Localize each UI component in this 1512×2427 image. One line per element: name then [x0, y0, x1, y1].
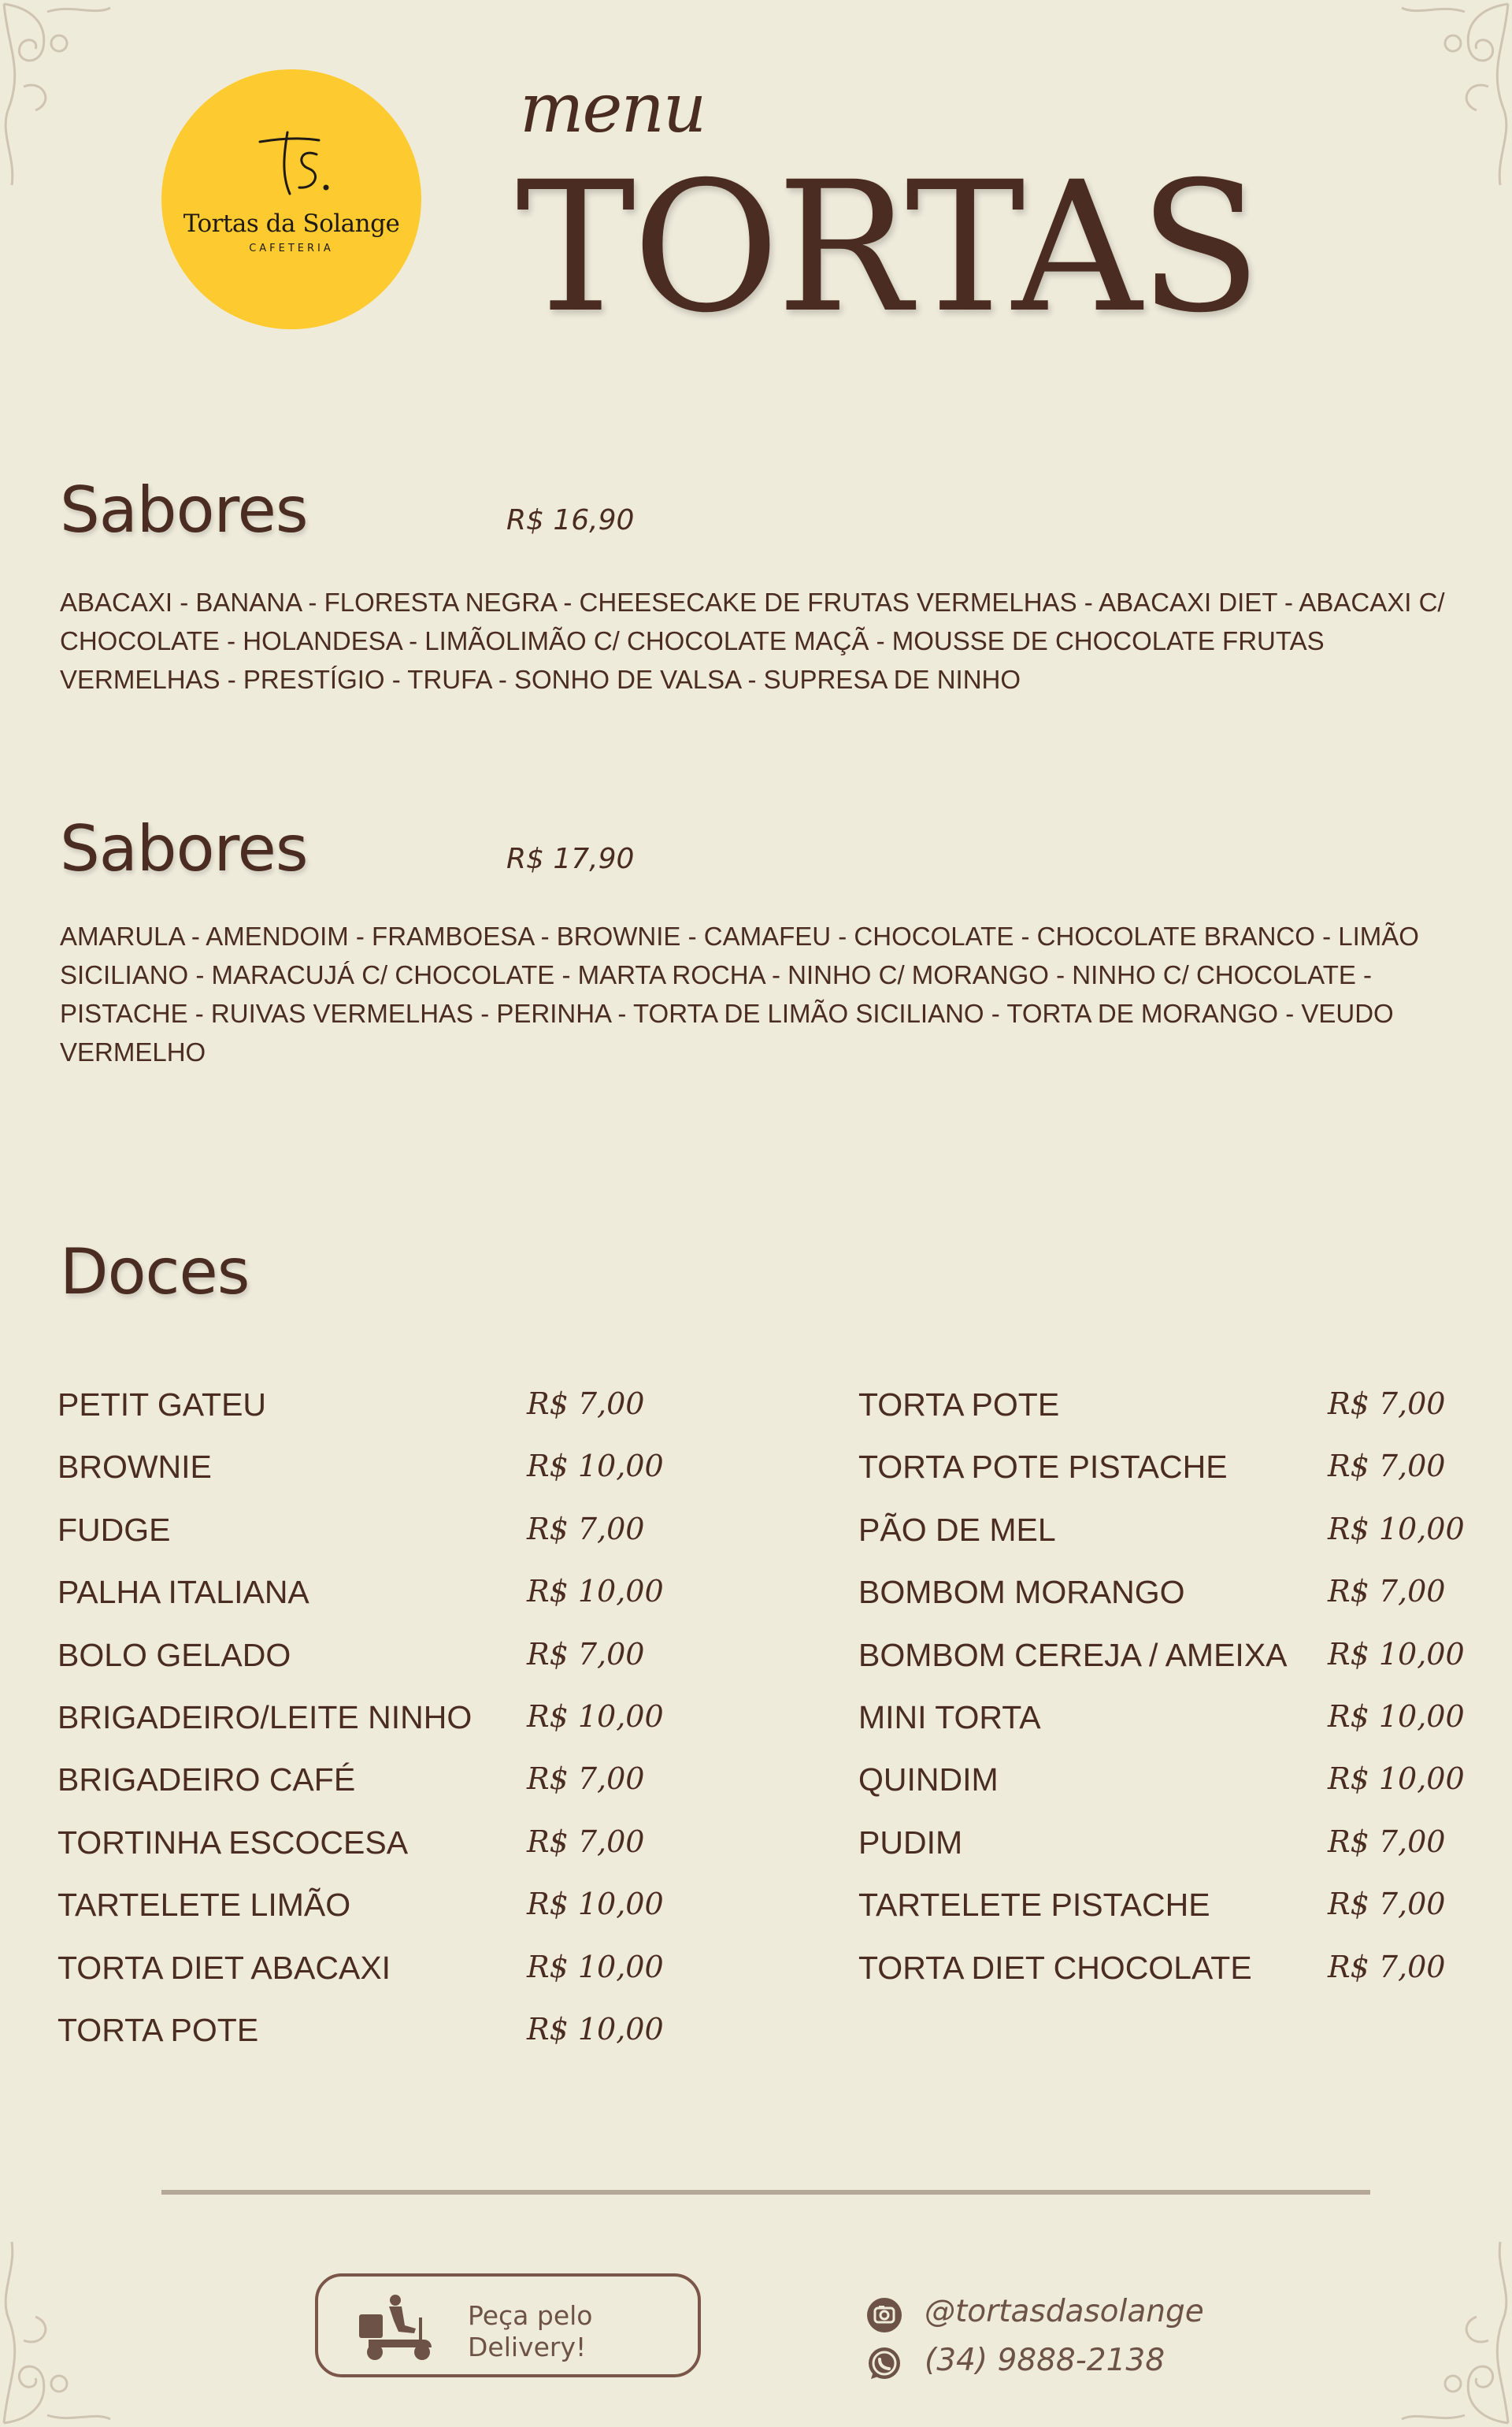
- item-price: R$ 10,00: [527, 1449, 664, 1484]
- list-item: [57, 1824, 672, 1887]
- corner-ornament-bottom-left: [0, 2238, 118, 2427]
- item-name: TORTA POTE: [57, 2011, 259, 2048]
- list-item: [858, 1824, 1473, 1887]
- list-item: [57, 1699, 672, 1761]
- item-price: R$ 10,00: [527, 2011, 664, 2047]
- item-name: FUDGE: [57, 1511, 171, 1548]
- item-name: QUINDIM: [858, 1761, 999, 1798]
- item-price: R$ 7,00: [1328, 1887, 1446, 1922]
- logo-subtitle: CAFETERIA: [249, 243, 334, 254]
- item-price: R$ 10,00: [1328, 1698, 1465, 1734]
- list-item: [57, 1950, 672, 2012]
- item-name: TARTELETE PISTACHE: [858, 1887, 1210, 1924]
- item-name: TORTA DIET ABACAXI: [57, 1949, 391, 1986]
- list-item: [57, 1512, 672, 1574]
- list-item: [57, 1449, 672, 1511]
- item-price: R$ 7,00: [1328, 1449, 1446, 1484]
- section-title-sabores-1: Sabores: [60, 473, 308, 547]
- corner-ornament-top-left: [0, 0, 118, 189]
- footer-divider: [161, 2190, 1370, 2195]
- list-item: [858, 1887, 1473, 1949]
- whatsapp-number: (34) 9888-2138: [925, 2343, 1166, 2378]
- list-item: [858, 1449, 1473, 1511]
- item-price: R$ 10,00: [1328, 1636, 1465, 1672]
- list-item: [57, 1386, 672, 1449]
- delivery-text: [468, 2300, 673, 2363]
- list-item: [858, 1574, 1473, 1636]
- item-price: R$ 10,00: [527, 1574, 664, 1609]
- page-title: TORTAS: [516, 143, 1259, 352]
- corner-ornament-bottom-right: [1394, 2238, 1512, 2427]
- item-name: PUDIM: [858, 1824, 963, 1861]
- section-price-sabores-1: R$ 16,90: [506, 504, 635, 536]
- item-price: R$ 7,00: [1328, 1574, 1446, 1609]
- item-price: R$ 10,00: [527, 1949, 664, 1984]
- item-price: R$ 7,00: [527, 1636, 645, 1672]
- whatsapp-icon: [866, 2346, 902, 2382]
- brand-logo: [161, 69, 421, 329]
- instagram-handle: @tortasdasolange: [925, 2294, 1204, 2329]
- item-name: PETIT GATEU: [57, 1386, 267, 1423]
- item-price: R$ 7,00: [1328, 1824, 1446, 1859]
- list-item: [858, 1512, 1473, 1574]
- list-item: [57, 1574, 672, 1636]
- item-price: R$ 7,00: [527, 1761, 645, 1797]
- item-name: TORTINHA ESCOCESA: [57, 1824, 409, 1861]
- item-name: BRIGADEIRO CAFÉ: [57, 1761, 356, 1798]
- item-name: TORTA POTE PISTACHE: [858, 1449, 1228, 1486]
- flavor-list-sabores-2: AMARULA - AMENDOIM - FRAMBOESA - BROWNIE - CAMAFEU - CHOCOLATE - CHOCOLATE BRANCO - LIMÃO SICILIANO - MARACUJÁ C/ CHOCOLATE - MARTA ROCHA - NINHO C/ MORANGO - NINHO C/ CHOCOLATE - PISTACHE - RUIVAS VERMELHAS - PERINHA - TORTA DE LIMÃO SICILIANO - TORTA DE MORANGO - VEUDO VERMELHO: [60, 922, 1419, 1067]
- item-price: R$ 10,00: [527, 1698, 664, 1734]
- list-item: [858, 1386, 1473, 1449]
- delivery-line-2: Delivery!: [468, 2332, 587, 2362]
- item-price: R$ 10,00: [1328, 1761, 1465, 1797]
- list-item: [858, 1637, 1473, 1699]
- item-price: R$ 7,00: [1328, 1386, 1446, 1421]
- doces-list-left: [57, 1386, 672, 2074]
- list-item: [57, 2012, 672, 2074]
- instagram-icon: [866, 2297, 902, 2333]
- item-price: R$ 7,00: [527, 1824, 645, 1859]
- delivery-scooter-icon: [358, 2294, 436, 2362]
- delivery-line-1: Peça pelo: [468, 2300, 593, 2331]
- list-item: [57, 1637, 672, 1699]
- list-item: [57, 1761, 672, 1824]
- flavor-list-sabores-1: ABACAXI - BANANA - FLORESTA NEGRA - CHEESECAKE DE FRUTAS VERMELHAS - ABACAXI DIET - ABACAXI C/ CHOCOLATE - HOLANDESA - LIMÃOLIMÃO C/ CHOCOLATE MAÇÃ - MOUSSE DE CHOCOLATE FRUTAS VERMELHAS - PRESTÍGIO - TRUFA - SONHO DE VALSA - SUPRESA DE NINHO: [60, 588, 1445, 694]
- section-title-doces: Doces: [60, 1235, 250, 1308]
- item-name: PÃO DE MEL: [858, 1511, 1056, 1548]
- list-item: [57, 1887, 672, 1949]
- list-item: [858, 1950, 1473, 2012]
- item-name: PALHA ITALIANA: [57, 1574, 309, 1611]
- item-name: BOLO GELADO: [57, 1636, 291, 1673]
- item-name: TORTA DIET CHOCOLATE: [858, 1949, 1252, 1986]
- menu-script-title: menu: [520, 69, 706, 148]
- item-name: MINI TORTA: [858, 1698, 1041, 1735]
- section-price-sabores-2: R$ 17,90: [506, 843, 635, 875]
- doces-list-right: [858, 1386, 1473, 2012]
- item-price: R$ 10,00: [1328, 1511, 1465, 1546]
- item-name: BROWNIE: [57, 1449, 212, 1486]
- item-name: BOMBOM CEREJA / AMEIXA: [858, 1636, 1288, 1673]
- item-name: BRIGADEIRO/LEITE NINHO: [57, 1698, 472, 1735]
- item-name: TORTA POTE: [858, 1386, 1060, 1423]
- list-item: [858, 1699, 1473, 1761]
- logo-name: Tortas da Solange: [183, 210, 400, 238]
- corner-ornament-top-right: [1394, 0, 1512, 189]
- monogram-icon: [244, 124, 339, 203]
- list-item: [858, 1761, 1473, 1824]
- item-name: TARTELETE LIMÃO: [57, 1887, 351, 1924]
- section-title-sabores-2: Sabores: [60, 812, 308, 885]
- item-price: R$ 7,00: [527, 1511, 645, 1546]
- item-price: R$ 7,00: [527, 1386, 645, 1421]
- item-name: BOMBOM MORANGO: [858, 1574, 1185, 1611]
- item-price: R$ 10,00: [527, 1887, 664, 1922]
- item-price: R$ 7,00: [1328, 1949, 1446, 1984]
- delivery-button[interactable]: [315, 2273, 701, 2377]
